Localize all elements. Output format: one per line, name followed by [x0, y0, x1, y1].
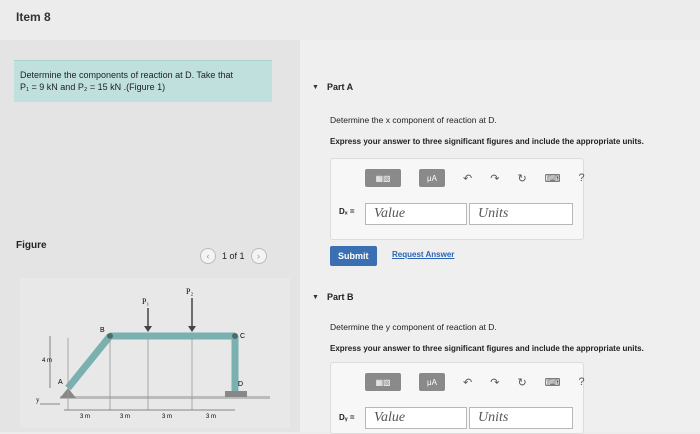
problem-statement	[14, 60, 272, 102]
part-b-question: Determine the y component of reaction at D.	[330, 322, 497, 332]
frame-diagram	[20, 278, 290, 428]
label-p2: P₂	[186, 287, 194, 296]
pager-text: 1 of 1	[222, 251, 245, 261]
label-y-axis: y	[36, 396, 40, 404]
part-b-toolbar	[365, 373, 585, 391]
undo-icon[interactable]: ↶	[463, 172, 473, 185]
part-a-title: Part A	[326, 82, 354, 92]
chevron-left-icon[interactable]: ‹	[200, 248, 216, 264]
part-b-input-label: Dᵧ =	[339, 413, 355, 422]
part-b-answer-box	[330, 362, 584, 434]
template-button[interactable]: ▦▧	[365, 373, 401, 391]
chevron-right-icon[interactable]: ›	[251, 248, 267, 264]
keyboard-icon[interactable]: ⌨	[544, 172, 561, 185]
label-span-2: 3 m	[120, 414, 131, 420]
help-icon[interactable]: ?	[578, 172, 585, 184]
label-span-3: 3 m	[162, 414, 173, 420]
template-button[interactable]: ▦▧	[365, 169, 401, 187]
part-a-value-input[interactable]: Value	[365, 203, 467, 225]
part-a-question: Determine the x component of reaction at D.	[330, 115, 497, 125]
part-a-answer-box	[330, 158, 584, 240]
support-d	[225, 391, 247, 397]
problem-line-1: Determine the components of reaction at D. Take that	[20, 70, 233, 80]
part-a-header[interactable]	[312, 82, 353, 92]
help-icon[interactable]: ?	[578, 376, 585, 388]
reset-icon[interactable]: ↻	[517, 172, 527, 185]
request-answer-link[interactable]: Request Answer	[392, 250, 455, 259]
label-span-1: 3 m	[80, 414, 91, 420]
figure-background	[20, 278, 290, 428]
keyboard-icon[interactable]: ⌨	[544, 376, 561, 389]
label-c: C	[240, 333, 246, 340]
label-p1: P₁	[142, 297, 150, 306]
reset-icon[interactable]: ↻	[517, 376, 527, 389]
mu-button[interactable]: μA	[419, 373, 445, 391]
part-b-title: Part B	[326, 292, 354, 302]
part-a-units-input[interactable]: Units	[469, 203, 573, 225]
mu-button[interactable]: μA	[419, 169, 445, 187]
undo-icon[interactable]: ↶	[463, 376, 473, 389]
part-a-toolbar	[365, 169, 585, 187]
part-b-header[interactable]	[312, 292, 353, 302]
redo-icon[interactable]: ↷	[490, 172, 500, 185]
part-b-units-input[interactable]: Units	[469, 407, 573, 429]
label-height: 4 m	[42, 358, 53, 364]
submit-button[interactable]: Submit	[330, 246, 377, 266]
part-b-instruction: Express your answer to three significant figures and include the appropriate units.	[330, 344, 644, 353]
redo-icon[interactable]: ↷	[490, 376, 500, 389]
label-b: B	[100, 327, 105, 334]
joint-c	[232, 333, 238, 339]
caret-down-icon: ▼	[312, 83, 319, 91]
part-a-input-label: Dₓ =	[339, 207, 355, 216]
figure-pager	[200, 248, 267, 264]
caret-down-icon: ▼	[312, 293, 319, 301]
figure-label: Figure	[16, 240, 47, 251]
label-d: D	[238, 381, 244, 388]
label-span-4: 3 m	[206, 414, 217, 420]
problem-line-2: P₁ = 9 kN and P₂ = 15 kN .(Figure 1)	[20, 82, 166, 92]
part-a-instruction: Express your answer to three significant figures and include the appropriate units.	[330, 137, 644, 146]
part-b-value-input[interactable]: Value	[365, 407, 467, 429]
label-a: A	[58, 379, 63, 386]
item-title: Item 8	[16, 10, 51, 24]
